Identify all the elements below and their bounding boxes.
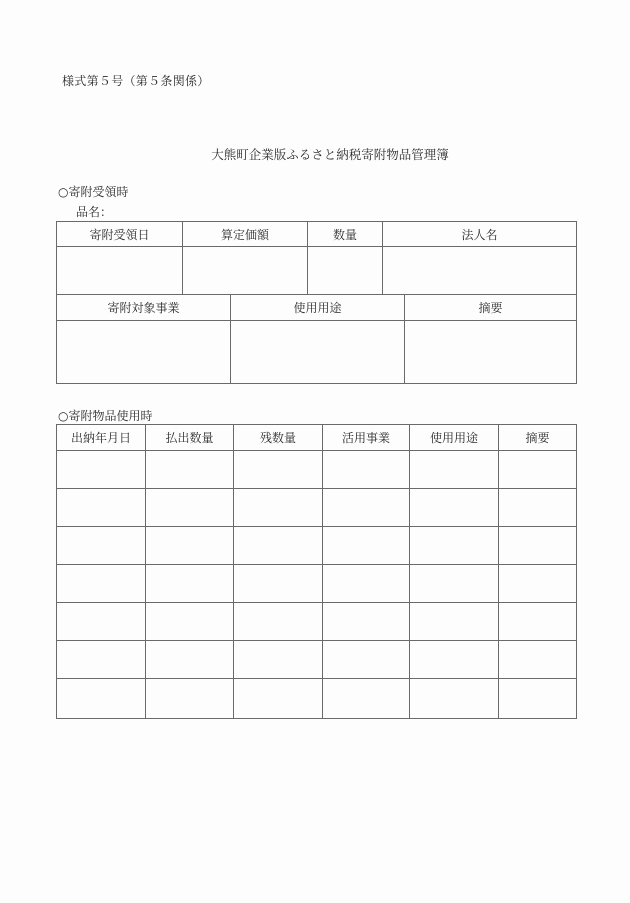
remaining-quantity-cell[interactable] [234, 603, 323, 641]
assessed-value-field[interactable] [183, 247, 308, 295]
transaction-date-cell[interactable] [57, 451, 146, 489]
receipt-date-field[interactable] [57, 247, 183, 295]
remaining-quantity-cell[interactable] [234, 451, 323, 489]
issued-quantity-cell[interactable] [146, 451, 234, 489]
header-remarks: 摘要 [499, 425, 576, 451]
remarks-cell[interactable] [499, 641, 576, 679]
item-name-label: 品名： [76, 205, 113, 219]
header-remaining-quantity: 残数量 [234, 425, 323, 451]
header-usage-purpose: 使用用途 [231, 295, 405, 321]
utilized-project-cell[interactable] [323, 603, 410, 641]
usage-purpose-cell[interactable] [410, 489, 499, 527]
usage-section-heading: ○寄附物品使用時 [58, 409, 153, 423]
utilized-project-cell[interactable] [323, 641, 410, 679]
utilized-project-cell[interactable] [323, 489, 410, 527]
usage-purpose-cell[interactable] [410, 603, 499, 641]
remarks-cell[interactable] [499, 451, 576, 489]
transaction-date-cell[interactable] [57, 527, 146, 565]
header-usage-purpose: 使用用途 [410, 425, 499, 451]
issued-quantity-cell[interactable] [146, 641, 234, 679]
usage-purpose-cell[interactable] [410, 679, 499, 718]
form-number: 様式第５号（第５条関係） [62, 74, 210, 88]
header-assessed-value: 算定価額 [183, 222, 308, 247]
remaining-quantity-cell[interactable] [234, 679, 323, 718]
remaining-quantity-cell[interactable] [234, 565, 323, 603]
header-target-project: 寄附対象事業 [57, 295, 231, 321]
header-issued-quantity: 払出数量 [146, 425, 234, 451]
header-remarks: 摘要 [405, 295, 576, 321]
usage-purpose-cell[interactable] [410, 641, 499, 679]
usage-purpose-field[interactable] [231, 321, 405, 383]
issued-quantity-cell[interactable] [146, 565, 234, 603]
header-transaction-date: 出納年月日 [57, 425, 146, 451]
transaction-date-cell[interactable] [57, 641, 146, 679]
transaction-date-cell[interactable] [57, 489, 146, 527]
transaction-date-cell[interactable] [57, 679, 146, 718]
utilized-project-cell[interactable] [323, 451, 410, 489]
document-title: 大熊町企業版ふるさと納税寄附物品管理簿 [211, 147, 449, 162]
transaction-date-cell[interactable] [57, 603, 146, 641]
remarks-cell[interactable] [499, 489, 576, 527]
transaction-date-cell[interactable] [57, 565, 146, 603]
issued-quantity-cell[interactable] [146, 527, 234, 565]
remaining-quantity-cell[interactable] [234, 641, 323, 679]
usage-table [56, 424, 577, 719]
header-quantity: 数量 [308, 222, 383, 247]
usage-purpose-cell[interactable] [410, 527, 499, 565]
remaining-quantity-cell[interactable] [234, 527, 323, 565]
usage-purpose-cell[interactable] [410, 565, 499, 603]
remarks-cell[interactable] [499, 527, 576, 565]
issued-quantity-cell[interactable] [146, 603, 234, 641]
issued-quantity-cell[interactable] [146, 489, 234, 527]
remarks-cell[interactable] [499, 679, 576, 718]
remarks-cell[interactable] [499, 565, 576, 603]
header-receipt-date: 寄附受領日 [57, 222, 183, 247]
utilized-project-cell[interactable] [323, 565, 410, 603]
header-utilized-project: 活用事業 [323, 425, 410, 451]
quantity-field[interactable] [308, 247, 383, 295]
remaining-quantity-cell[interactable] [234, 489, 323, 527]
receipt-table [56, 221, 577, 384]
corporation-name-field[interactable] [383, 247, 576, 295]
target-project-field[interactable] [57, 321, 231, 383]
remarks-field[interactable] [405, 321, 576, 383]
remarks-cell[interactable] [499, 603, 576, 641]
usage-purpose-cell[interactable] [410, 451, 499, 489]
header-corporation-name: 法人名 [383, 222, 576, 247]
utilized-project-cell[interactable] [323, 527, 410, 565]
receipt-section-heading: ○寄附受領時 [58, 185, 129, 199]
issued-quantity-cell[interactable] [146, 679, 234, 718]
utilized-project-cell[interactable] [323, 679, 410, 718]
